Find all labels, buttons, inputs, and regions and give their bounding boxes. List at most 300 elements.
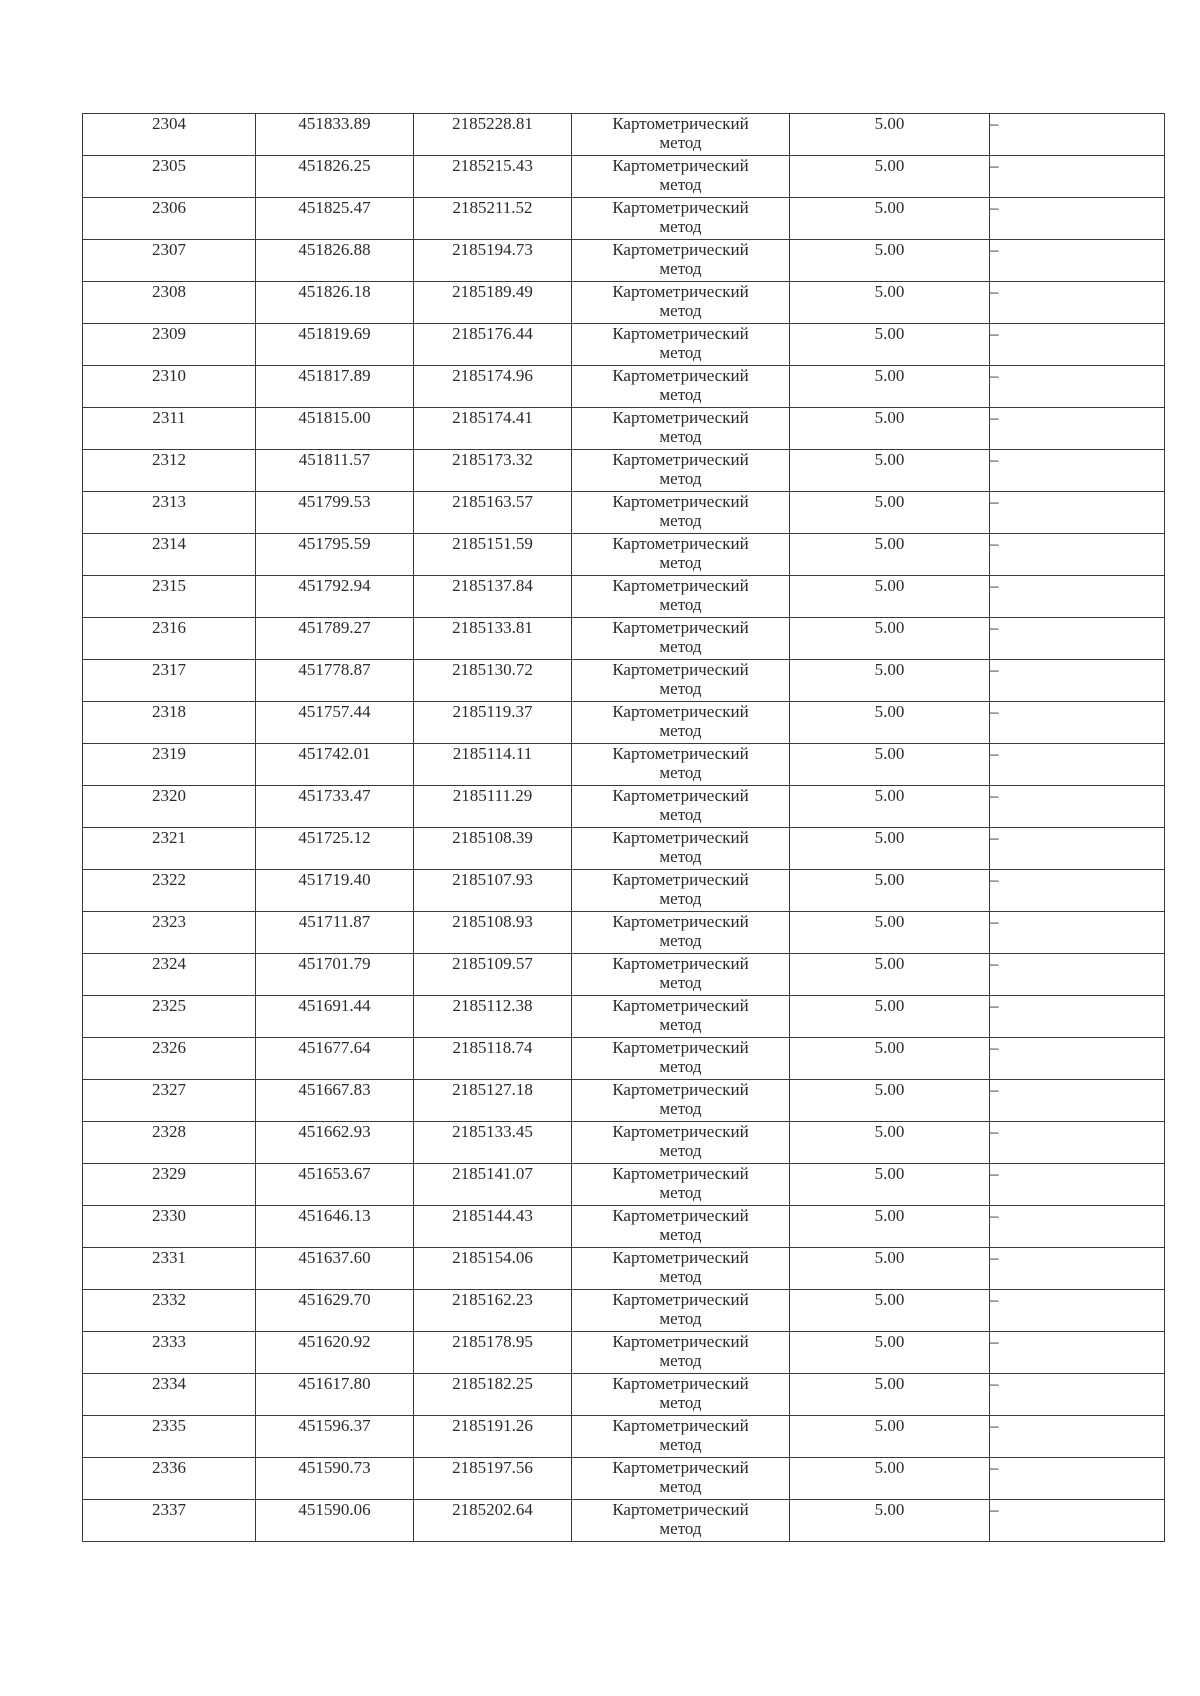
x-coordinate-cell: 451826.18 [256, 282, 414, 324]
method-line-2: метод [659, 511, 702, 530]
method-line-2: метод [659, 1435, 702, 1454]
table-row [83, 1500, 1165, 1542]
point-number-cell: 2328 [83, 1122, 256, 1164]
x-coordinate-cell: 451620.92 [256, 1332, 414, 1374]
accuracy-cell: 5.00 [790, 786, 990, 828]
point-number-cell: 2313 [83, 492, 256, 534]
y-coordinate-cell: 2185228.81 [414, 114, 572, 156]
method-line-2: метод [659, 259, 702, 278]
method-cell [572, 1416, 790, 1458]
method-line-2: метод [659, 1309, 702, 1328]
method-line-1: Картометрический [612, 1290, 749, 1309]
method-line-1: Картометрический [612, 534, 749, 553]
method-line-1: Картометрический [612, 996, 749, 1015]
method-cell [572, 240, 790, 282]
accuracy-cell: 5.00 [790, 1416, 990, 1458]
table-row [83, 282, 1165, 324]
point-number-cell: 2326 [83, 1038, 256, 1080]
point-number-cell: 2317 [83, 660, 256, 702]
accuracy-cell: 5.00 [790, 534, 990, 576]
x-coordinate-cell: 451757.44 [256, 702, 414, 744]
accuracy-cell: 5.00 [790, 324, 990, 366]
accuracy-cell: 5.00 [790, 618, 990, 660]
y-coordinate-cell: 2185119.37 [414, 702, 572, 744]
method-line-1: Картометрический [612, 240, 749, 259]
description-cell: – [990, 1416, 1165, 1458]
accuracy-cell: 5.00 [790, 954, 990, 996]
accuracy-cell: 5.00 [790, 744, 990, 786]
accuracy-cell: 5.00 [790, 366, 990, 408]
accuracy-cell: 5.00 [790, 240, 990, 282]
method-cell [572, 786, 790, 828]
point-number-cell: 2307 [83, 240, 256, 282]
point-number-cell: 2322 [83, 870, 256, 912]
method-line-1: Картометрический [612, 156, 749, 175]
x-coordinate-cell: 451590.73 [256, 1458, 414, 1500]
description-cell: – [990, 996, 1165, 1038]
table-row [83, 996, 1165, 1038]
table-row [83, 744, 1165, 786]
x-coordinate-cell: 451653.67 [256, 1164, 414, 1206]
point-number-cell: 2334 [83, 1374, 256, 1416]
table-row [83, 828, 1165, 870]
method-line-2: метод [659, 1225, 702, 1244]
method-cell [572, 450, 790, 492]
y-coordinate-cell: 2185162.23 [414, 1290, 572, 1332]
y-coordinate-cell: 2185174.96 [414, 366, 572, 408]
method-line-2: метод [659, 343, 702, 362]
method-cell [572, 702, 790, 744]
point-number-cell: 2316 [83, 618, 256, 660]
y-coordinate-cell: 2185191.26 [414, 1416, 572, 1458]
description-cell: – [990, 744, 1165, 786]
method-line-2: метод [659, 133, 702, 152]
point-number-cell: 2305 [83, 156, 256, 198]
method-cell [572, 1374, 790, 1416]
y-coordinate-cell: 2185133.45 [414, 1122, 572, 1164]
description-cell: – [990, 198, 1165, 240]
table-row [83, 408, 1165, 450]
description-cell: – [990, 954, 1165, 996]
point-number-cell: 2323 [83, 912, 256, 954]
method-line-1: Картометрический [612, 954, 749, 973]
table-row [83, 198, 1165, 240]
description-cell: – [990, 1248, 1165, 1290]
table-row [83, 450, 1165, 492]
x-coordinate-cell: 451596.37 [256, 1416, 414, 1458]
method-line-1: Картометрический [612, 828, 749, 847]
y-coordinate-cell: 2185182.25 [414, 1374, 572, 1416]
method-line-2: метод [659, 1183, 702, 1202]
y-coordinate-cell: 2185107.93 [414, 870, 572, 912]
accuracy-cell: 5.00 [790, 408, 990, 450]
description-cell: – [990, 828, 1165, 870]
y-coordinate-cell: 2185189.49 [414, 282, 572, 324]
method-cell [572, 156, 790, 198]
table-row [83, 1416, 1165, 1458]
description-cell: – [990, 1290, 1165, 1332]
x-coordinate-cell: 451799.53 [256, 492, 414, 534]
x-coordinate-cell: 451711.87 [256, 912, 414, 954]
method-line-2: метод [659, 1393, 702, 1412]
accuracy-cell: 5.00 [790, 1332, 990, 1374]
table-row [83, 1332, 1165, 1374]
method-line-1: Картометрический [612, 1080, 749, 1099]
x-coordinate-cell: 451826.25 [256, 156, 414, 198]
accuracy-cell: 5.00 [790, 1248, 990, 1290]
description-cell: – [990, 1458, 1165, 1500]
accuracy-cell: 5.00 [790, 492, 990, 534]
method-line-2: метод [659, 1519, 702, 1538]
y-coordinate-cell: 2185141.07 [414, 1164, 572, 1206]
accuracy-cell: 5.00 [790, 1290, 990, 1332]
method-cell [572, 1164, 790, 1206]
table-row [83, 954, 1165, 996]
point-number-cell: 2337 [83, 1500, 256, 1542]
y-coordinate-cell: 2185174.41 [414, 408, 572, 450]
x-coordinate-cell: 451792.94 [256, 576, 414, 618]
method-line-2: метод [659, 1015, 702, 1034]
x-coordinate-cell: 451815.00 [256, 408, 414, 450]
description-cell: – [990, 1500, 1165, 1542]
method-line-2: метод [659, 1477, 702, 1496]
method-cell [572, 1122, 790, 1164]
method-cell [572, 954, 790, 996]
method-line-1: Картометрический [612, 408, 749, 427]
table-row [83, 618, 1165, 660]
table-row [83, 1080, 1165, 1122]
point-number-cell: 2329 [83, 1164, 256, 1206]
method-cell [572, 1206, 790, 1248]
table-row [83, 1248, 1165, 1290]
description-cell: – [990, 324, 1165, 366]
point-number-cell: 2306 [83, 198, 256, 240]
point-number-cell: 2321 [83, 828, 256, 870]
point-number-cell: 2324 [83, 954, 256, 996]
table-row [83, 240, 1165, 282]
table-row [83, 1374, 1165, 1416]
method-line-2: метод [659, 1351, 702, 1370]
description-cell: – [990, 492, 1165, 534]
method-line-1: Картометрический [612, 198, 749, 217]
method-line-2: метод [659, 721, 702, 740]
accuracy-cell: 5.00 [790, 1206, 990, 1248]
y-coordinate-cell: 2185137.84 [414, 576, 572, 618]
table-row [83, 1290, 1165, 1332]
point-number-cell: 2304 [83, 114, 256, 156]
y-coordinate-cell: 2185194.73 [414, 240, 572, 282]
method-line-1: Картометрический [612, 1374, 749, 1393]
description-cell: – [990, 1164, 1165, 1206]
method-cell [572, 282, 790, 324]
table-row [83, 660, 1165, 702]
method-line-2: метод [659, 217, 702, 236]
accuracy-cell: 5.00 [790, 1122, 990, 1164]
method-cell [572, 996, 790, 1038]
method-cell [572, 870, 790, 912]
accuracy-cell: 5.00 [790, 1458, 990, 1500]
method-line-1: Картометрический [612, 1332, 749, 1351]
method-line-1: Картометрический [612, 282, 749, 301]
description-cell: – [990, 534, 1165, 576]
x-coordinate-cell: 451646.13 [256, 1206, 414, 1248]
description-cell: – [990, 576, 1165, 618]
method-line-2: метод [659, 1057, 702, 1076]
y-coordinate-cell: 2185151.59 [414, 534, 572, 576]
point-number-cell: 2336 [83, 1458, 256, 1500]
table-row [83, 492, 1165, 534]
x-coordinate-cell: 451677.64 [256, 1038, 414, 1080]
method-line-2: метод [659, 1099, 702, 1118]
y-coordinate-cell: 2185130.72 [414, 660, 572, 702]
method-cell [572, 660, 790, 702]
method-cell [572, 576, 790, 618]
method-line-2: метод [659, 1141, 702, 1160]
x-coordinate-cell: 451833.89 [256, 114, 414, 156]
y-coordinate-cell: 2185108.93 [414, 912, 572, 954]
y-coordinate-cell: 2185163.57 [414, 492, 572, 534]
x-coordinate-cell: 451789.27 [256, 618, 414, 660]
method-line-2: метод [659, 637, 702, 656]
x-coordinate-cell: 451590.06 [256, 1500, 414, 1542]
method-line-1: Картометрический [612, 618, 749, 637]
table-row [83, 156, 1165, 198]
table-row [83, 114, 1165, 156]
method-cell [572, 492, 790, 534]
accuracy-cell: 5.00 [790, 1080, 990, 1122]
y-coordinate-cell: 2185112.38 [414, 996, 572, 1038]
method-cell [572, 912, 790, 954]
method-line-2: метод [659, 679, 702, 698]
y-coordinate-cell: 2185178.95 [414, 1332, 572, 1374]
table-row [83, 1164, 1165, 1206]
accuracy-cell: 5.00 [790, 828, 990, 870]
accuracy-cell: 5.00 [790, 660, 990, 702]
x-coordinate-cell: 451733.47 [256, 786, 414, 828]
table-row [83, 576, 1165, 618]
x-coordinate-cell: 451662.93 [256, 1122, 414, 1164]
method-line-1: Картометрический [612, 1248, 749, 1267]
table-row [83, 1458, 1165, 1500]
description-cell: – [990, 1374, 1165, 1416]
accuracy-cell: 5.00 [790, 912, 990, 954]
point-number-cell: 2332 [83, 1290, 256, 1332]
table-row [83, 1122, 1165, 1164]
method-line-1: Картометрический [612, 1416, 749, 1435]
method-line-2: метод [659, 889, 702, 908]
point-number-cell: 2308 [83, 282, 256, 324]
x-coordinate-cell: 451667.83 [256, 1080, 414, 1122]
method-line-1: Картометрический [612, 1206, 749, 1225]
x-coordinate-cell: 451795.59 [256, 534, 414, 576]
x-coordinate-cell: 451725.12 [256, 828, 414, 870]
x-coordinate-cell: 451826.88 [256, 240, 414, 282]
point-number-cell: 2325 [83, 996, 256, 1038]
description-cell: – [990, 156, 1165, 198]
description-cell: – [990, 1332, 1165, 1374]
method-line-1: Картометрический [612, 492, 749, 511]
method-line-2: метод [659, 595, 702, 614]
method-cell [572, 408, 790, 450]
point-number-cell: 2333 [83, 1332, 256, 1374]
method-cell [572, 1038, 790, 1080]
table-row [83, 1206, 1165, 1248]
point-number-cell: 2331 [83, 1248, 256, 1290]
x-coordinate-cell: 451701.79 [256, 954, 414, 996]
method-line-1: Картометрический [612, 114, 749, 133]
accuracy-cell: 5.00 [790, 1374, 990, 1416]
description-cell: – [990, 912, 1165, 954]
table-row [83, 702, 1165, 744]
point-number-cell: 2310 [83, 366, 256, 408]
accuracy-cell: 5.00 [790, 576, 990, 618]
x-coordinate-cell: 451811.57 [256, 450, 414, 492]
accuracy-cell: 5.00 [790, 1500, 990, 1542]
x-coordinate-cell: 451819.69 [256, 324, 414, 366]
table-row [83, 870, 1165, 912]
x-coordinate-cell: 451629.70 [256, 1290, 414, 1332]
description-cell: – [990, 618, 1165, 660]
method-line-1: Картометрический [612, 786, 749, 805]
y-coordinate-cell: 2185144.43 [414, 1206, 572, 1248]
y-coordinate-cell: 2185108.39 [414, 828, 572, 870]
method-line-1: Картометрический [612, 870, 749, 889]
y-coordinate-cell: 2185211.52 [414, 198, 572, 240]
description-cell: – [990, 408, 1165, 450]
method-line-2: метод [659, 385, 702, 404]
method-line-1: Картометрический [612, 660, 749, 679]
description-cell: – [990, 870, 1165, 912]
method-line-2: метод [659, 427, 702, 446]
point-number-cell: 2319 [83, 744, 256, 786]
description-cell: – [990, 786, 1165, 828]
description-cell: – [990, 660, 1165, 702]
accuracy-cell: 5.00 [790, 450, 990, 492]
y-coordinate-cell: 2185197.56 [414, 1458, 572, 1500]
method-cell [572, 534, 790, 576]
method-cell [572, 1332, 790, 1374]
table-row [83, 786, 1165, 828]
description-cell: – [990, 366, 1165, 408]
method-line-1: Картометрический [612, 702, 749, 721]
method-line-1: Картометрический [612, 1500, 749, 1519]
y-coordinate-cell: 2185114.11 [414, 744, 572, 786]
method-cell [572, 1248, 790, 1290]
method-line-2: метод [659, 469, 702, 488]
method-line-2: метод [659, 553, 702, 572]
x-coordinate-cell: 451825.47 [256, 198, 414, 240]
description-cell: – [990, 1122, 1165, 1164]
x-coordinate-cell: 451719.40 [256, 870, 414, 912]
method-cell [572, 618, 790, 660]
method-cell [572, 114, 790, 156]
y-coordinate-cell: 2185127.18 [414, 1080, 572, 1122]
x-coordinate-cell: 451778.87 [256, 660, 414, 702]
method-line-2: метод [659, 175, 702, 194]
x-coordinate-cell: 451817.89 [256, 366, 414, 408]
point-number-cell: 2318 [83, 702, 256, 744]
accuracy-cell: 5.00 [790, 282, 990, 324]
x-coordinate-cell: 451637.60 [256, 1248, 414, 1290]
method-cell [572, 198, 790, 240]
method-cell [572, 366, 790, 408]
accuracy-cell: 5.00 [790, 1038, 990, 1080]
method-cell [572, 828, 790, 870]
method-line-2: метод [659, 301, 702, 320]
method-line-1: Картометрический [612, 450, 749, 469]
accuracy-cell: 5.00 [790, 198, 990, 240]
y-coordinate-cell: 2185215.43 [414, 156, 572, 198]
y-coordinate-cell: 2185109.57 [414, 954, 572, 996]
method-line-1: Картометрический [612, 1164, 749, 1183]
accuracy-cell: 5.00 [790, 702, 990, 744]
accuracy-cell: 5.00 [790, 114, 990, 156]
x-coordinate-cell: 451617.80 [256, 1374, 414, 1416]
description-cell: – [990, 702, 1165, 744]
point-number-cell: 2330 [83, 1206, 256, 1248]
method-cell [572, 1500, 790, 1542]
method-cell [572, 1080, 790, 1122]
method-line-2: метод [659, 931, 702, 950]
y-coordinate-cell: 2185176.44 [414, 324, 572, 366]
method-line-1: Картометрический [612, 366, 749, 385]
table-row [83, 1038, 1165, 1080]
coordinates-table [82, 113, 1165, 1542]
point-number-cell: 2315 [83, 576, 256, 618]
point-number-cell: 2312 [83, 450, 256, 492]
description-cell: – [990, 1038, 1165, 1080]
point-number-cell: 2314 [83, 534, 256, 576]
point-number-cell: 2327 [83, 1080, 256, 1122]
table-row [83, 534, 1165, 576]
y-coordinate-cell: 2185173.32 [414, 450, 572, 492]
accuracy-cell: 5.00 [790, 156, 990, 198]
table-row [83, 912, 1165, 954]
accuracy-cell: 5.00 [790, 996, 990, 1038]
table-row [83, 324, 1165, 366]
method-line-1: Картометрический [612, 324, 749, 343]
method-line-2: метод [659, 847, 702, 866]
point-number-cell: 2335 [83, 1416, 256, 1458]
point-number-cell: 2320 [83, 786, 256, 828]
y-coordinate-cell: 2185111.29 [414, 786, 572, 828]
method-line-2: метод [659, 763, 702, 782]
description-cell: – [990, 240, 1165, 282]
accuracy-cell: 5.00 [790, 1164, 990, 1206]
y-coordinate-cell: 2185133.81 [414, 618, 572, 660]
table-row [83, 366, 1165, 408]
method-line-1: Картометрический [612, 912, 749, 931]
method-line-2: метод [659, 805, 702, 824]
method-cell [572, 1458, 790, 1500]
description-cell: – [990, 282, 1165, 324]
description-cell: – [990, 1080, 1165, 1122]
x-coordinate-cell: 451691.44 [256, 996, 414, 1038]
method-line-2: метод [659, 973, 702, 992]
description-cell: – [990, 1206, 1165, 1248]
y-coordinate-cell: 2185154.06 [414, 1248, 572, 1290]
coordinates-table-body [83, 114, 1165, 1542]
description-cell: – [990, 114, 1165, 156]
y-coordinate-cell: 2185202.64 [414, 1500, 572, 1542]
method-line-1: Картометрический [612, 744, 749, 763]
method-cell [572, 1290, 790, 1332]
accuracy-cell: 5.00 [790, 870, 990, 912]
point-number-cell: 2309 [83, 324, 256, 366]
method-cell [572, 324, 790, 366]
method-line-1: Картометрический [612, 1122, 749, 1141]
x-coordinate-cell: 451742.01 [256, 744, 414, 786]
